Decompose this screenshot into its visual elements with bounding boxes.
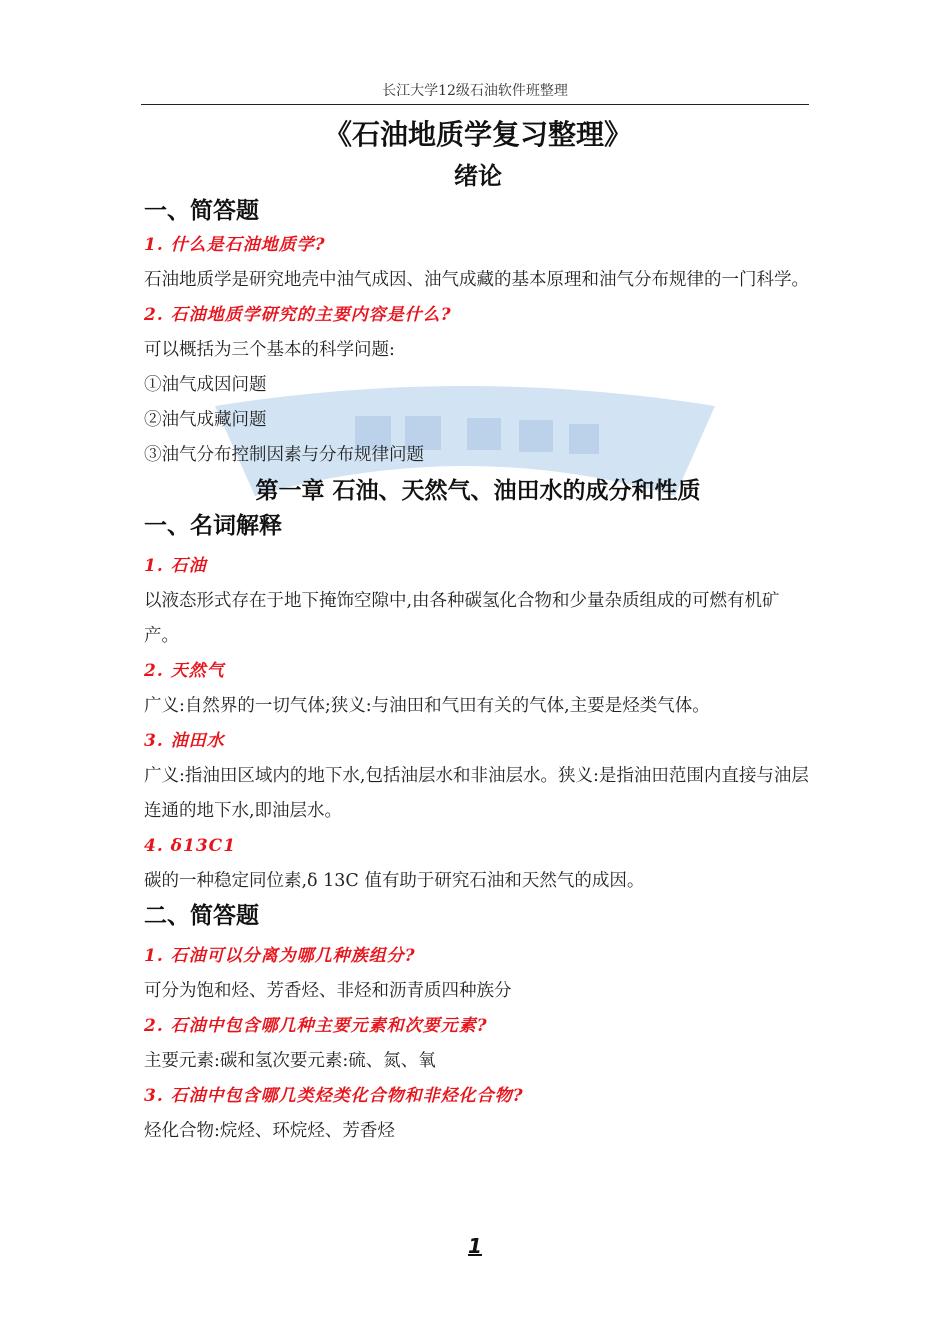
- terms-section-title: 一、名词解释: [144, 513, 282, 539]
- qa-section-title: 二、简答题: [144, 903, 259, 929]
- intro-section-title: 一、简答题: [144, 198, 259, 224]
- definition: 广义:指油田区域内的地下水,包括油层水和非油层水。狭义:是指油田范围内直接与油层连通的地下水,即油层水。: [144, 766, 809, 821]
- term: 4. δ13C1: [144, 836, 237, 856]
- document-body: [144, 112, 812, 1149]
- page-number: 1: [468, 1234, 482, 1258]
- answer: 石油地质学是研究地壳中油气成因、油气成藏的基本原理和油气分布规律的一门科学。: [144, 270, 809, 290]
- definition: 广义:自然界的一切气体;狭义:与油田和气田有关的气体,主要是烃类气体。: [144, 696, 710, 716]
- intro-title: 绪论: [454, 162, 502, 190]
- question: 3. 石油中包含哪几类烃类化合物和非烃化合物?: [144, 1086, 524, 1106]
- answer: 烃化合物:烷烃、环烷烃、芳香烃: [144, 1121, 395, 1141]
- question: 2. 石油地质学研究的主要内容是什么?: [144, 305, 452, 325]
- answer: 主要元素:碳和氢次要元素:硫、氮、氧: [144, 1051, 436, 1071]
- answer: 可分为饱和烃、芳香烃、非烃和沥青质四种族分: [144, 981, 512, 1001]
- header-divider: [141, 104, 809, 105]
- term: 3. 油田水: [144, 731, 225, 751]
- list-item: ③油气分布控制因素与分布规律问题: [144, 445, 424, 465]
- question: 1. 什么是石油地质学?: [144, 235, 326, 255]
- question: 1. 石油可以分离为哪几种族组分?: [144, 946, 416, 966]
- answer: 可以概括为三个基本的科学问题:: [144, 340, 395, 360]
- document-title: 《石油地质学复习整理》: [323, 118, 632, 151]
- definition: 以液态形式存在于地下掩饰空隙中,由各种碳氢化合物和少量杂质组成的可燃有机矿产。: [144, 591, 780, 646]
- chapter-title: 第一章 石油、天然气、油田水的成分和性质: [255, 478, 701, 504]
- running-header: 长江大学12级石油软件班整理: [382, 83, 568, 99]
- definition: 碳的一种稳定同位素,δ 13C 值有助于研究石油和天然气的成因。: [144, 871, 645, 891]
- term: 2. 天然气: [144, 661, 225, 681]
- term: 1. 石油: [144, 556, 207, 576]
- list-item: ②油气成藏问题: [144, 410, 267, 430]
- list-item: ①油气成因问题: [144, 375, 267, 395]
- question: 2. 石油中包含哪几种主要元素和次要元素?: [144, 1016, 488, 1036]
